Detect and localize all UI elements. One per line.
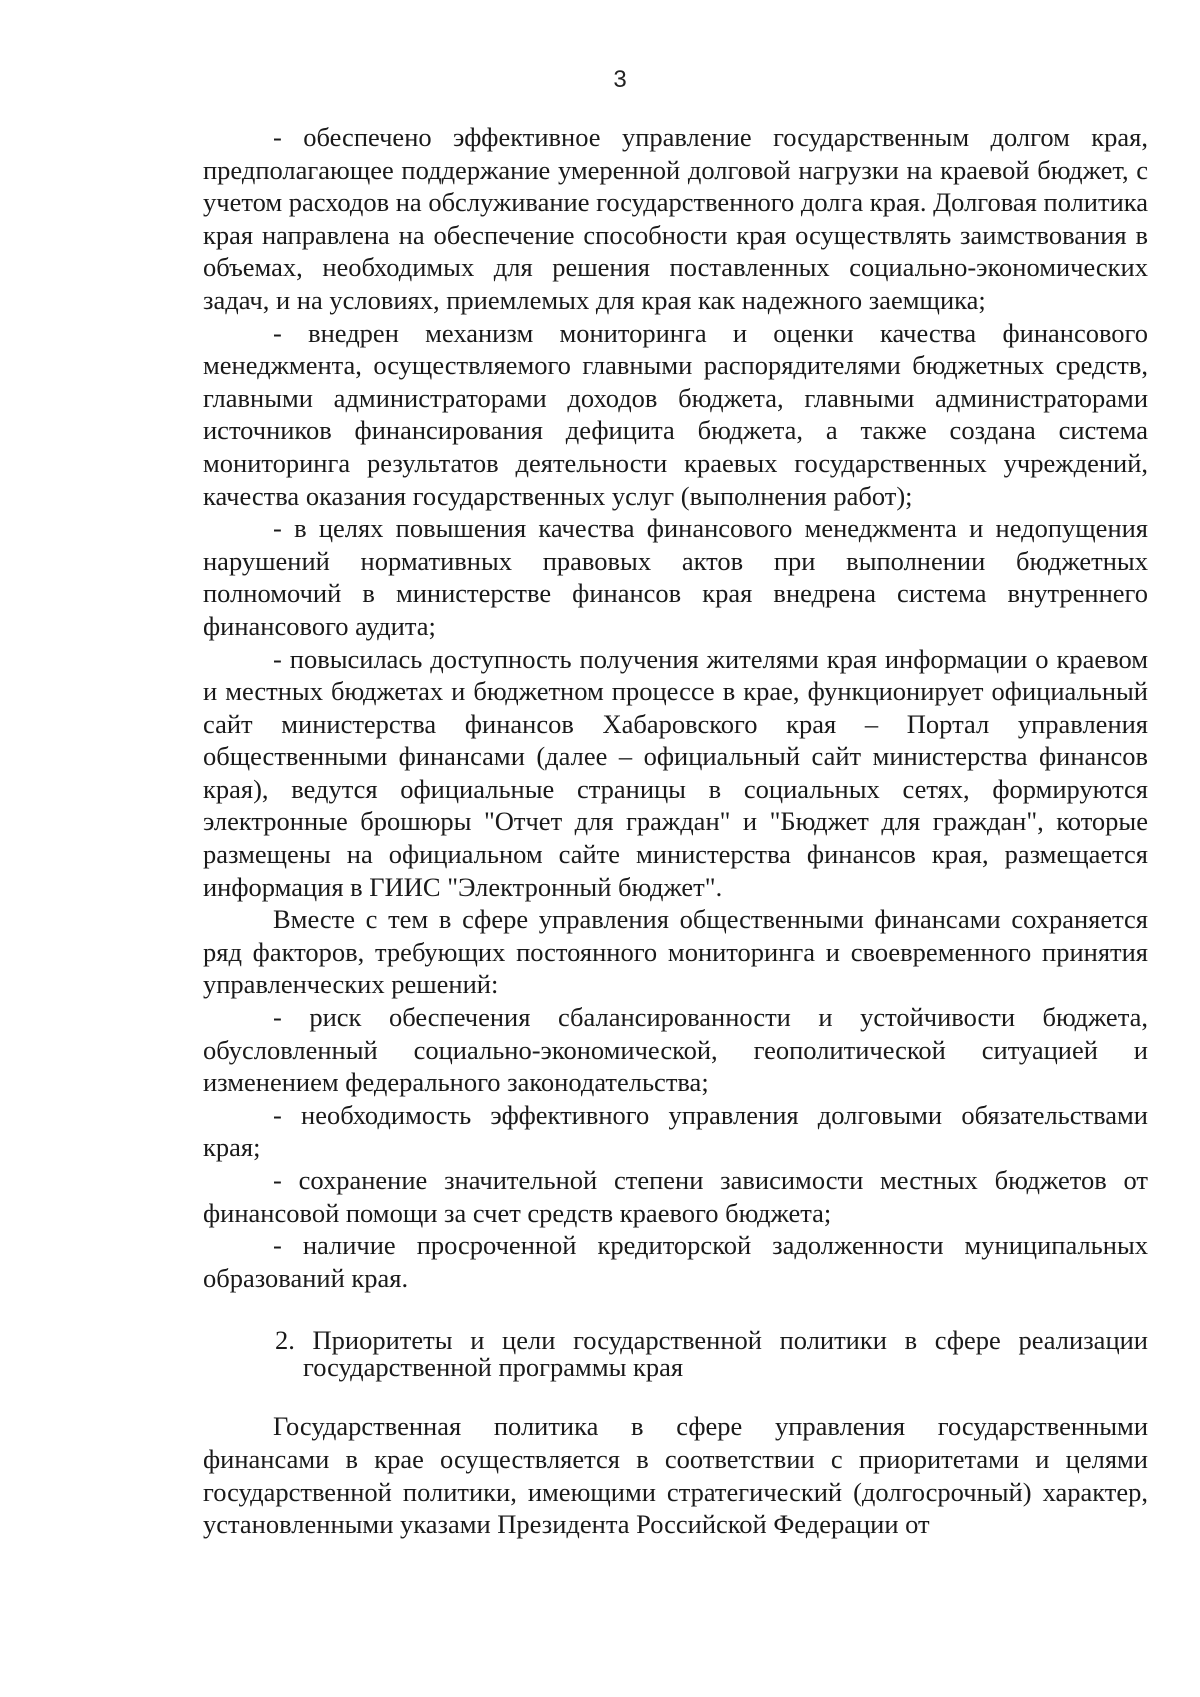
paragraph-financial-management-monitoring: - внедрен механизм мониторинга и оценки качества финансового менеджмента, осуществляемого главными распорядителями бюджетных средств, главными администраторами доходов бюджета, главными администраторами источников финансирования дефицита бюджета, а также создана система мониторинга результатов деятельности краевых государственных учреждений, качества оказания государственных услуг (выполнения работ);: [203, 317, 1148, 511]
paragraph-debt-management: - обеспечено эффективное управление государственным долгом края, предполагающее поддержание умеренной долговой нагрузки на краевой бюджет, с учетом расходов на обслуживание государственного долга края. Долговая политика края направлена на обеспечение способности края осуществлять заимствования в объемах, необходимых для решения поставленных социально-экономических задач, и на условиях, приемлемых для края как надежного заемщика;: [203, 122, 1148, 315]
paragraph-state-policy: Государственная политика в сфере управления государственными финансами в крае осуществляется в соответствии с приоритетами и целями государственной политики, имеющими стратегический (долгосрочный) характер, установленными указами Президента Российской Федерации от: [203, 1411, 1148, 1540]
paragraph-local-budget-dependence: - сохранение значительной степени зависимости местных бюджетов от финансовой помощи за счет средств краевого бюджета;: [203, 1165, 1148, 1228]
paragraph-information-availability: - повысилась доступность получения жителями края информации о краевом и местных бюджетах и бюджетном процессе в крае, функционирует официальный сайт министерства финансов Хабаровского края – Портал управления общественными финансами (далее – официальный сайт министерства финансов края), ведутся официальные страницы в социальных сетях, формируются электронные брошюры "Отчет для граждан" и "Бюджет для граждан", которые размещены на официальном сайте министерства финансов края, размещается информация в ГИИС "Электронный бюджет".: [203, 643, 1148, 902]
section-heading: 2. Приоритеты и цели государственной политики в сфере реализации государственной программы края: [275, 1325, 1148, 1383]
paragraph-debt-obligations: - необходимость эффективного управления долговыми обязательствами края;: [203, 1099, 1148, 1163]
page-number: 3: [613, 66, 627, 93]
paragraph-internal-audit: - в целях повышения качества финансового менеджмента и недопущения нарушений нормативных правовых актов при выполнении бюджетных полномочий в министерстве финансов края внедрена система внутреннего финансового аудита;: [203, 513, 1148, 641]
paragraph-budget-risk: - риск обеспечения сбалансированности и устойчивости бюджета, обусловленный социально-экономической, геополитической ситуацией и изменением федерального законодательства;: [203, 1002, 1148, 1098]
paragraph-overdue-debt: - наличие просроченной кредиторской задолженности муниципальных образований края.: [203, 1230, 1148, 1293]
paragraph-factors-intro: Вместе с тем в сфере управления общественными финансами сохраняется ряд факторов, требующих постоянного мониторинга и своевременного принятия управленческих решений:: [203, 904, 1148, 1000]
document-body: [203, 121, 1148, 1541]
